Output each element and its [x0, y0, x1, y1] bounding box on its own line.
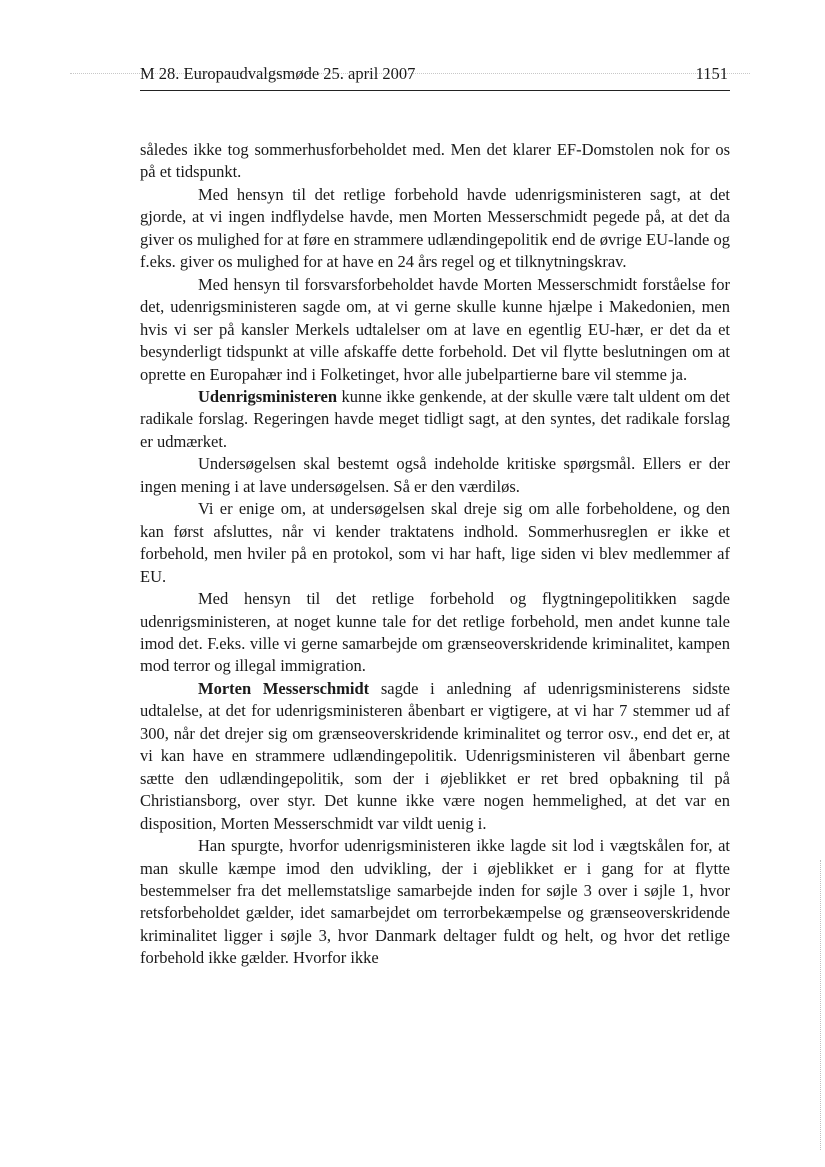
- header-rule: [140, 90, 730, 91]
- paragraph-text: således ikke tog sommerhusforbeholdet med. Men det klarer EF-Domstolen nok for os på et tidspunkt.: [140, 140, 730, 182]
- header-title: M 28. Europaudvalgsmøde 25. april 2007: [140, 64, 416, 83]
- paragraph: [140, 498, 730, 588]
- body-text: [140, 139, 730, 970]
- paragraph-text: Med hensyn til det retlige forbehold havde udenrigsministeren sagt, at det gjorde, at vi ingen indflydelse havde, men Morten Messerschmidt pegede på, at det da giver os mulighed for at føre en strammere udlændingepolitik end de øvrige EU-lande og f.eks. giver os mulighed for at have en 24 års regel og et tilknytningskrav.: [140, 184, 730, 272]
- speaker-name: Udenrigsministeren: [198, 386, 338, 406]
- paragraph-text: Med hensyn til forsvarsforbeholdet havde Morten Messerschmidt forståelse for det, udenrigsministeren sagde om, at vi gerne skulle kunne hjælpe i Makedonien, men hvis vi ser på kansler Merkels udtalelser om at lave en egentlig EU-hær, er det da et besynderligt tidspunkt at ville afskaffe dette forbehold. Det vil flytte beslutningen om at oprette en Europahær ind i Folketinget, hvor alle jubelpartierne bare vil stemme ja.: [140, 274, 730, 384]
- paragraph-text: Med hensyn til det retlige forbehold og flygtningepolitikken sagde udenrigsministeren, at noget kunne tale for det retlige forbehold, men andet kunne tale imod det. F.eks. ville vi gerne samarbejde om grænseoverskridende kriminalitet, kampen mod terror og illegal immigration.: [140, 589, 730, 676]
- paragraph-text: kunne ikke genkende, at der skulle være talt uldent om det radikale forslag. Regeringen havde meget tidligt sagt, at den syntes, det radikale forslag er udmærket.: [140, 386, 731, 451]
- paragraph: [140, 453, 730, 498]
- paragraph-text: Vi er enige om, at undersøgelsen skal dreje sig om alle forbeholdene, og den kan først afsluttes, når vi kender traktatens indhold. Sommerhusreglen er ikke et forbehold, men hviler på en protokol, som vi har haft, lige siden vi blev medlemmer af EU.: [140, 499, 730, 586]
- paragraph-text: Han spurgte, hvorfor udenrigsministeren ikke lagde sit lod i vægtskålen for, at man skulle kæmpe imod den udvikling, der i øjeblikket er i gang for at flytte bestemmelser fra det mellemstatslige samarbejde inden for søjle 3 over i søjle 1, hvor retsforbeholdet gælder, idet samarbejdet om terrorbekæmpelse og grænseoverskridende kriminalitet ligger i søjle 3, hvor Danmark deltager fuldt og helt, og hvor det retlige forbehold ikke gælder. Hvorfor ikke: [140, 836, 730, 968]
- paragraph: [140, 678, 730, 835]
- paragraph: [140, 274, 730, 386]
- paragraph: [140, 588, 730, 678]
- page-number: 1151: [695, 64, 728, 83]
- paragraph: [140, 139, 730, 184]
- paragraph: [140, 184, 730, 274]
- scan-edge-artifact: [820, 860, 821, 1150]
- paragraph-text: sagde i anledning af udenrigsministerens sidste udtalelse, at det for udenrigsministeren åbenbart er vigtigere, at vi har 7 stemmer ud af 300, når det drejer sig om grænseoverskridende kriminalitet og terror osv., end det er, at vi kan have en strammere udlændingepolitik. Udenrigsministeren vil åbenbart gerne sætte den udlændingepolitik, som der i øjeblikket er ret bred opbakning til på Christiansborg, over styr. Det kunne ikke være nogen hemmelighed, at det var en disposition, Morten Messerschmidt var vildt uenig i.: [140, 678, 730, 833]
- paragraph: [140, 835, 730, 970]
- paragraph: [140, 386, 730, 453]
- speaker-name: Morten Messerschmidt: [198, 678, 370, 698]
- running-header: [140, 62, 728, 86]
- paragraph-text: Undersøgelsen skal bestemt også indeholde kritiske spørgsmål. Ellers er der ingen mening i at lave undersøgelsen. Så er den værdiløs.: [140, 454, 730, 496]
